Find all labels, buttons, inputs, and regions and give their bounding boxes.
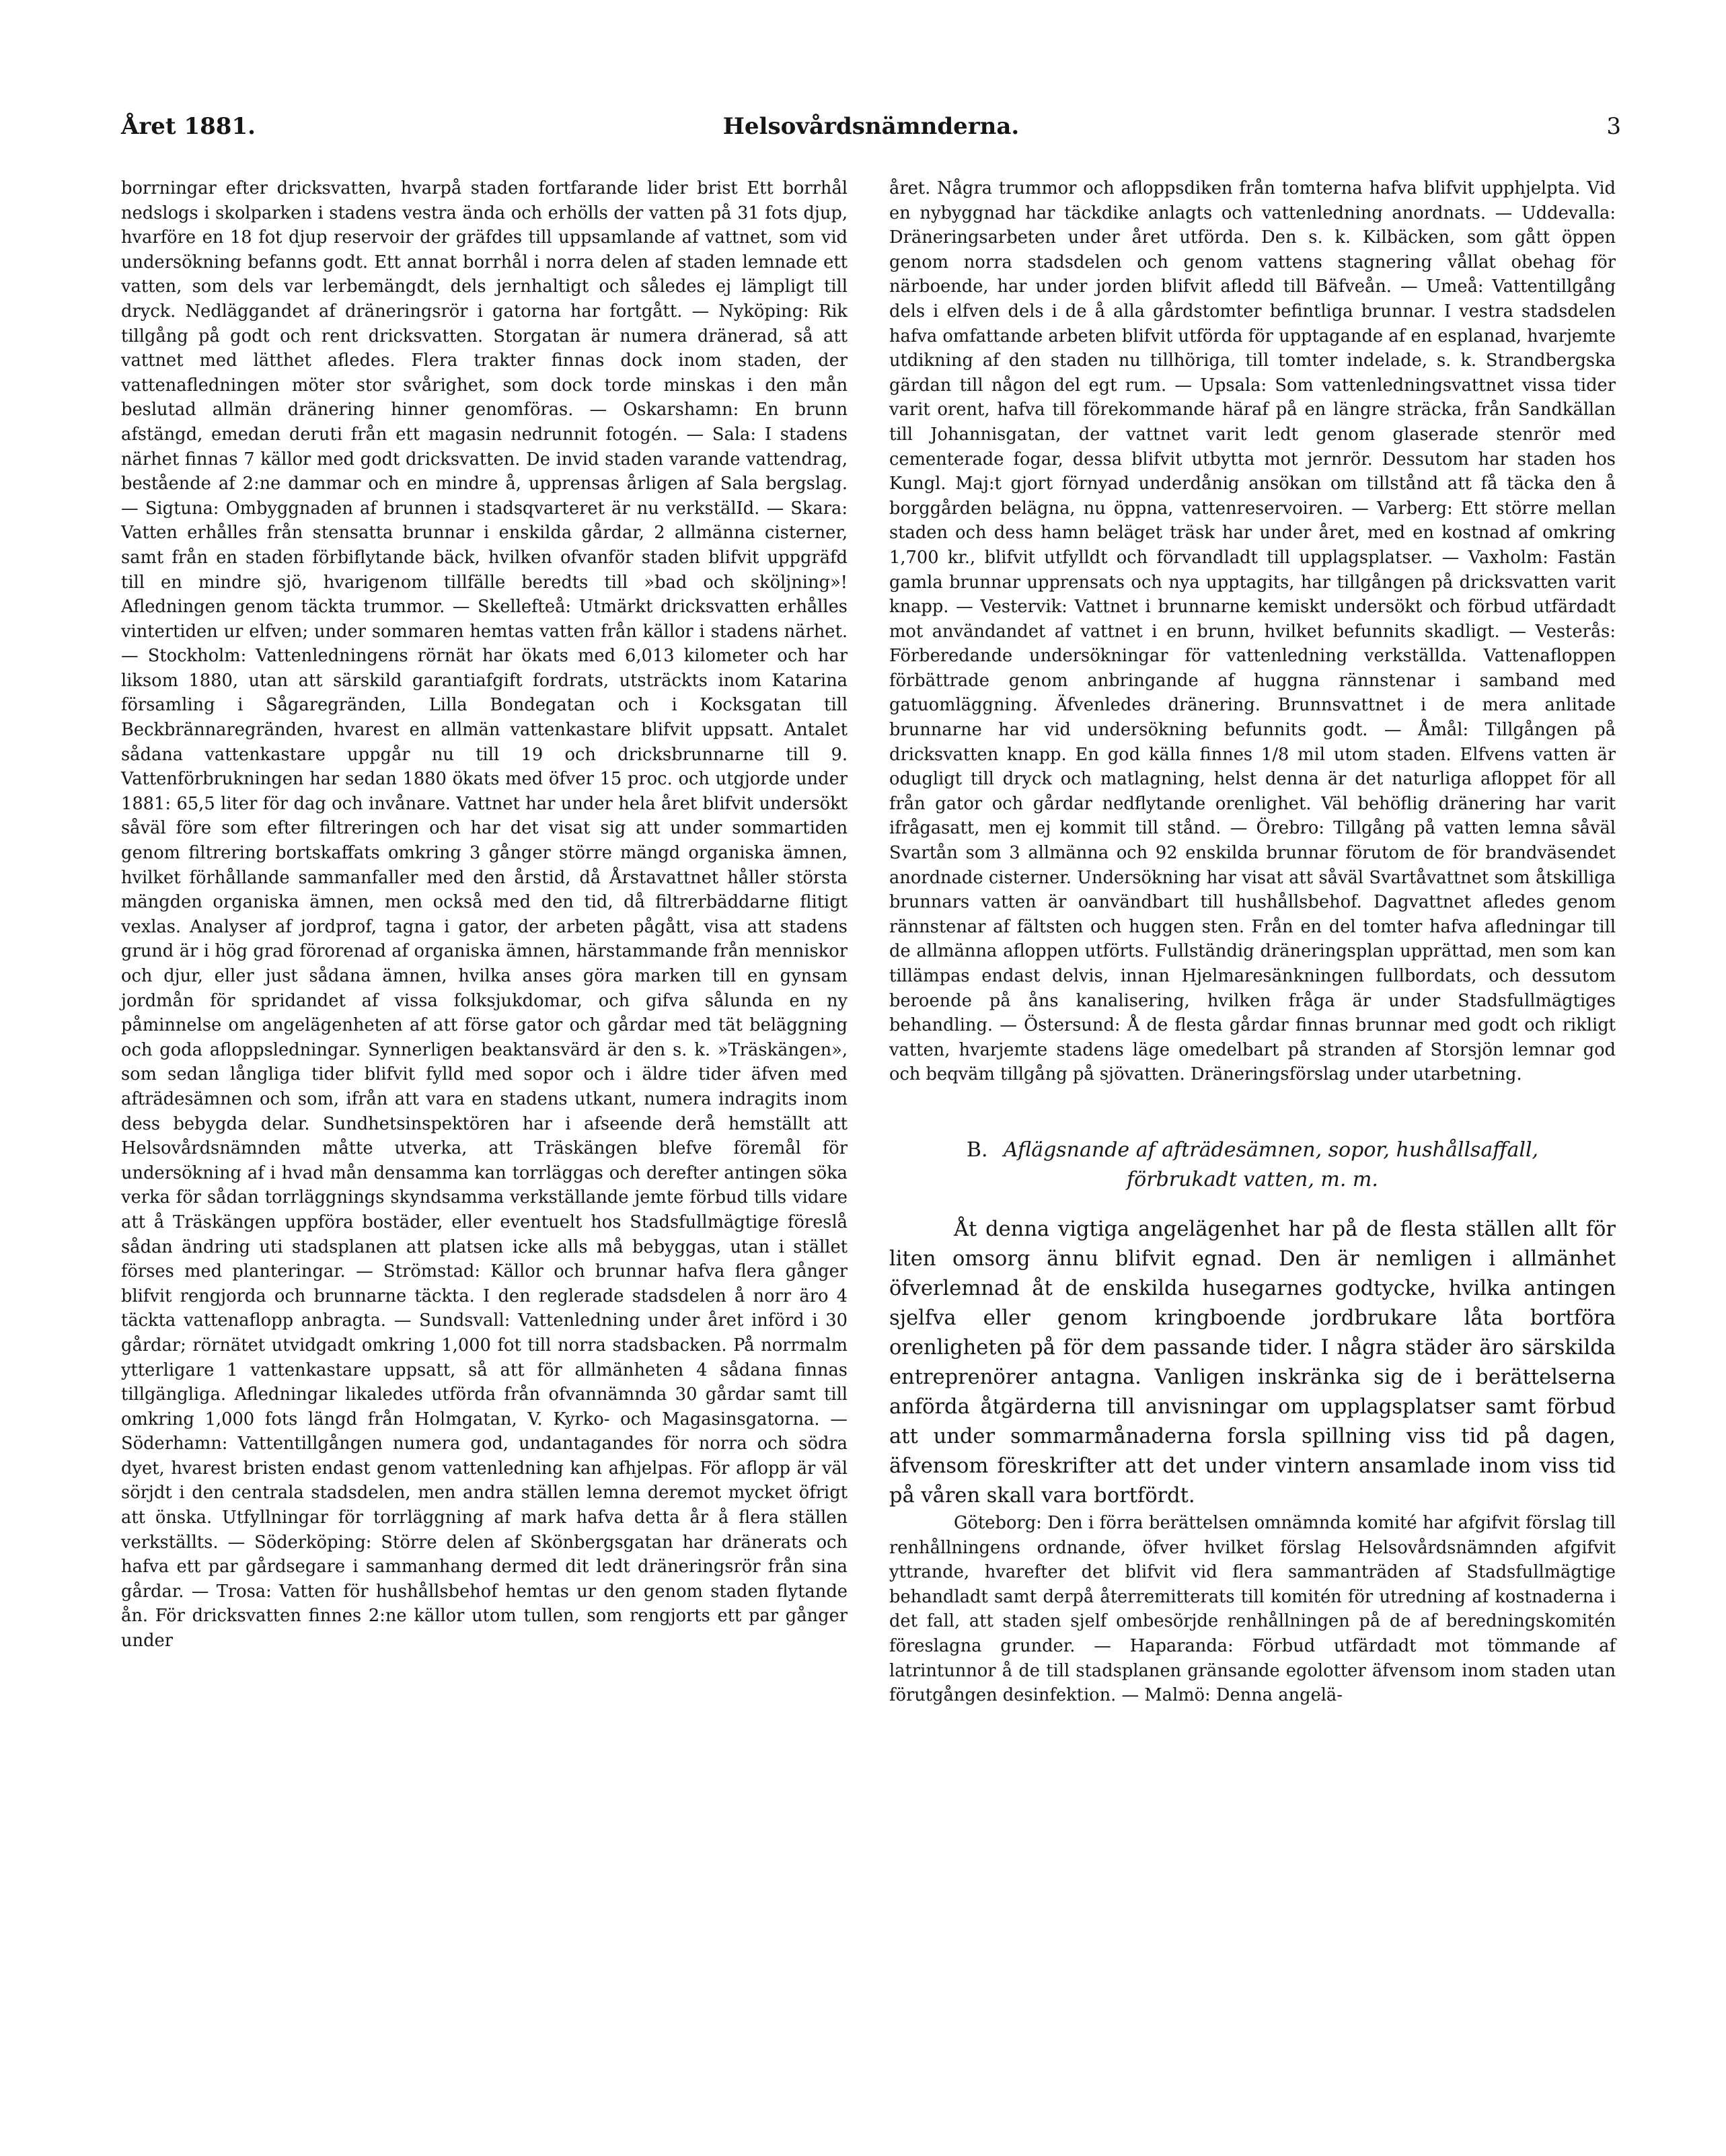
running-header [121, 113, 1621, 153]
section-heading [889, 1136, 1616, 1195]
left-column-text: borrningar efter dricksvatten, hvarpå staden fortfarande lider brist Ett borrhål nedslogs i skolparken i stadens vestra ända och erhölls der vatten på 31 fots djup, hvarföre en 18 fot djup reservoir der gräfdes till uppsamlande af vattnet, som vid undersökning befanns godt. Ett annat borrhål i norra delen af staden lemnade ett vatten, som dels var lerbemängdt, dels jernhaltigt och således ej lämpligt till dryck. Nedläggandet af dräneringsrör i gatorna har fortgått. — Nyköping: Rik tillgång på godt och rent dricksvatten. Storgatan är numera dränerad, så att vattnet med lätthet afledes. Flera trakter finnas dock inom staden, der vattenafledningen möter stor svårighet, som dock torde minskas i den mån beslutad allmän dränering hinner genomföras. — Oskarshamn: En brunn afstängd, emedan deruti från ett magasin nedrunnit fotogén. — Sala: I stadens närhet finnas 7 källor med godt dricksvatten. De invid staden varande vattendrag, bestående af 2:ne dammar och en mindre å, upprensas årligen af Sala bergslag. — Sigtuna: Ombyggnaden af brunnen i stadsqvarteret är nu verkstälId. — Skara: Vatten erhålles från stensatta brunnar i enskilda gårdar, 2 allmänna cisterner, samt från en staden förbiflytande bäck, hvilken ofvanför staden blifvit uppgräfd till en mindre sjö, hvarigenom tillfälle beredts till »bad och sköljning»! Afledningen genom täckta trummor. — Skellefteå: Utmärkt dricksvatten erhålles vintertiden ur elfven; under sommaren hemtas vatten från källor i stadens närhet. — Stockholm: Vattenledningens rörnät har ökats med 6,013 kilometer och har liksom 1880, utan att särskild garantiafgift fordrats, utsträckts inom Katarina församling i Sågaregränden, Lilla Bondegatan och i Kocksgatan till Beckbrännaregränden, hvarest en allmän vattenkastare blifvit uppsatt. Antalet sådana vattenkastare uppgår nu till 19 och dricksbrunnarne till 9. Vattenförbrukningen har sedan 1880 ökats med öfver 15 proc. och utgjorde under 1881: 65,5 liter för dag och invånare. Vattnet har under hela året blifvit undersökt såväl före som efter filtreringen och har det visat sig att under sommartiden genom filtrering bortskaffats omkring 3 gånger större mängd organiska ämnen, hvilket förhållande sammanfaller med den årstid, då Årstavattnet håller största mängden organiska ämnen, men också med den tid, då filtrerbäddarne flitigt vexlas. Analyser af jordprof, tagna i gator, der arbeten pågått, visa att stadens grund är i hög grad förorenad af organiska ämnen, härstammande från menniskor och djur, eller just sådana ämnen, hvilka anses göra marken till en gynsam jordmån för spridandet af vissa folksjukdomar, och gifva sålunda en ny påminnelse om angelägenheten af att förse gator och gårdar med tät beläggning och goda afloppsledningar. Synnerligen beaktansvärd är den s. k. »Träskängen», som sedan långliga tider blifvit fylld med sopor och i äldre tider äfven med afträdesämnen och som, ifrån att vara en stadens utkant, numera indragits inom dess bebygda delar. Sundhetsinspektören har i afseende derå hemställt att Helsovårdsnämnden måtte utverka, att Träskängen blefve föremål för undersökning af i hvad mån densamma kan torrläggas och derefter antingen söka verka för sådan torrläggnings skyndsamma verkställande jemte förbud tills vidare att å Träskängen uppföra bostäder, eller eventuelt hos Stadsfullmägtige föreslå sådan ändring uti stadsplanen att platsen icke alls må bebyggas, utan i stället förses med planteringar. — Strömstad: Källor och brunnar hafva flera gånger blifvit rengjorda och brunnarne täckta. I den reglerade stadsdelen å norr äro 4 täckta vattenaflopp anbragta. — Sundsvall: Vattenledning under året införd i 30 gårdar; rörnätet utvidgadt omkring 1,000 fot till norra stadsbacken. På norrmalm ytterligare 1 vattenkastare uppsatt, så att för allmänheten 4 sådana finnas tillgängliga. Afledningar likaledes utförda från ofvannämnda 30 gårdar samt till omkring 1,000 fots längd från Holmgatan, V. Kyrko- och Magasinsgatorna. — Söderhamn: Vattentillgången numera god, undantagandes för norra och södra dyet, hvarest bristen endast genom vattenledning kan afhjelpas. För aflopp är väl sörjdt i den centrala stadsdelen, men andra ställen lemna deremot mycket öfrigt att önska. Utfyllningar för torrläggning af mark hafva detta år å flera ställen verkställts. — Söderköping: Större delen af Skönbergsgatan har dränerats och hafva ett par gårdsegare i sammanhang dermed dit ledt dräneringsrör från sina gårdar. — Trosa: Vatten för hushållsbehof hemtas ur den genom staden flytande ån. För dricksvatten finnes 2:ne källor utom tullen, som rengjorts ett par gånger under [121, 178, 848, 1651]
section-title-line-2: förbrukadt vatten, m. m. [1127, 1167, 1378, 1191]
header-title: Helsovårdsnämnderna. [722, 113, 1020, 140]
section-letter: B. [966, 1138, 988, 1162]
right-column-paragraph-3: Göteborg: Den i förra berättelsen omnämnda komité har afgifvit förslag till renhållningens ordnande, öfver hvilket förslag Helsovårdsnämnden afgifvit yttrande, hvarefter det blifvit vid flera sammanträden af Stadsfullmägtige behandladt samt derpå återremitterats till komitén för utredning af kostnaderna i det fall, att staden sjelf ombesörjde renhållningen på de af beredningskomitén föreslagna grunder. — Haparanda: Förbud utfärdadt mot tömmande af latrintunnor å de till stadsplanen gränsande egolotter äfvensom inom staden utan förutgången desinfektion. — Malmö: Denna angelä- [889, 1512, 1616, 1706]
page-number: 3 [1606, 113, 1621, 140]
left-column [121, 176, 848, 1653]
section-title-line-1: Aflägsnande af afträdesämnen, sopor, hushållsaffall, [1004, 1138, 1539, 1162]
right-column-paragraph-1: året. Några trummor och afloppsdiken från tomterna hafva blifvit upphjelpta. Vid en nybyggnad har täckdike anlagts och vattenledning anordnats. — Uddevalla: Dräneringsarbeten under året utförda. Den s. k. Kilbäcken, som gått öppen genom norra stadsdelen och genom vattens stagnering vållat obehag för närboende, har under jorden blifvit afledd till Bäfveån. — Umeå: Vattentillgång dels i elfven dels i de å alla gårdstomter befintliga brunnar. I vestra stadsdelen hafva omfattande arbeten blifvit utförda för upptagande af en esplanad, hvarjemte utdikning af den staden nu tillhöriga, till tomter indelade, s. k. Strandbergska gärdan till någon del egt rum. — Upsala: Som vattenledningsvattnet vissa tider varit orent, hafva till förekommande häraf på en längre sträcka, från Sandkällan till Johannisgatan, der vattnet varit ledt genom glaserade stenrör med cementerade fogar, dessa blifvit utbytta mot jernrör. Dessutom har staden hos Kungl. Maj:t gjort förnyad underdånig ansökan om tillstånd att få täcka den å borggården belägna, nu öppna, vattenreservoiren. — Varberg: Ett större mellan staden och dess hamn beläget träsk har under året, med en kostnad af omkring 1,700 kr., blifvit utfylldt och förvandladt till upplagsplatser. — Vaxholm: Fastän gamla brunnar upprensats och nya upptagits, har tillgången på dricksvatten varit knapp. — Vestervik: Vattnet i brunnarne kemiskt undersökt och förbud utfärdadt mot användandet af vattnet i en brunn, hvilket befunnits skadligt. — Vesterås: Förberedande undersökningar för vattenledning verkställda. Vattenafloppen förbättrade genom anbringande af huggna rännstenar i samband med gatuomläggning. Äfvenledes dränering. Brunnsvattnet i de mera anlitade brunnarne har vid undersökning befunnits godt. — Åmål: Tillgången på dricksvatten knapp. En god källa finnes 1/8 mil utom staden. Elfvens vatten är odugligt till dryck och matlagning, helst denna är det naturliga afloppet för all från gator och gårdar nedflytande orenlighet. Väl behöflig dränering har varit ifrågasatt, men ej kommit till stånd. — Örebro: Tillgång på vatten lemna såväl Svartån som 3 allmänna och 92 enskilda brunnar förutom de för brandväsendet anordnade cisterner. Undersökning har visat att såväl Svartåvattnet som åtskilliga brunnars vatten är oanvändbart till hushållsbehof. Dagvattnet afledes genom rännstenar af fältsten och huggen sten. Från en del tomter hafva afledningar till de allmänna afloppen utförts. Fullständig dräneringsplan upprättad, men som kan tillämpas endast delvis, innan Hjelmaresänkningen fullbordats, och dessutom beroende på åns kanalisering, hvilken fråga är under Stadsfullmägtiges behandling. — Östersund: Å de flesta gårdar finnas brunnar med godt och rikligt vatten, hvarjemte stadens läge omedelbart på stranden af Storsjön lemnar god och beqväm tillgång på sjövatten. Dräneringsförslag under utarbetning. [889, 178, 1616, 1085]
section-intro-paragraph: Åt denna vigtiga angelägenhet har på de flesta ställen allt för liten omsorg ännu blifvit egnad. Den är nemligen i allmänhet öfverlemnad åt de enskilda husegarnes godtycke, hvilka antingen sjelfva eller genom kringboende jordbrukare låta bortföra orenligheten på för dem passande tider. I några städer äro särskilda entreprenörer antagna. Vanligen inskränka sig de i berättelserna anförda åtgärderna till anvisningar om upplagsplatser samt förbud att under sommarmånaderna forsla spillning viss tid på dagen, äfvensom föreskrifter att det under vintern ansamlade inom viss tid på våren skall vara bortfördt. [889, 1217, 1616, 1508]
right-column [889, 176, 1616, 1708]
header-year: Året 1881. [121, 113, 256, 140]
